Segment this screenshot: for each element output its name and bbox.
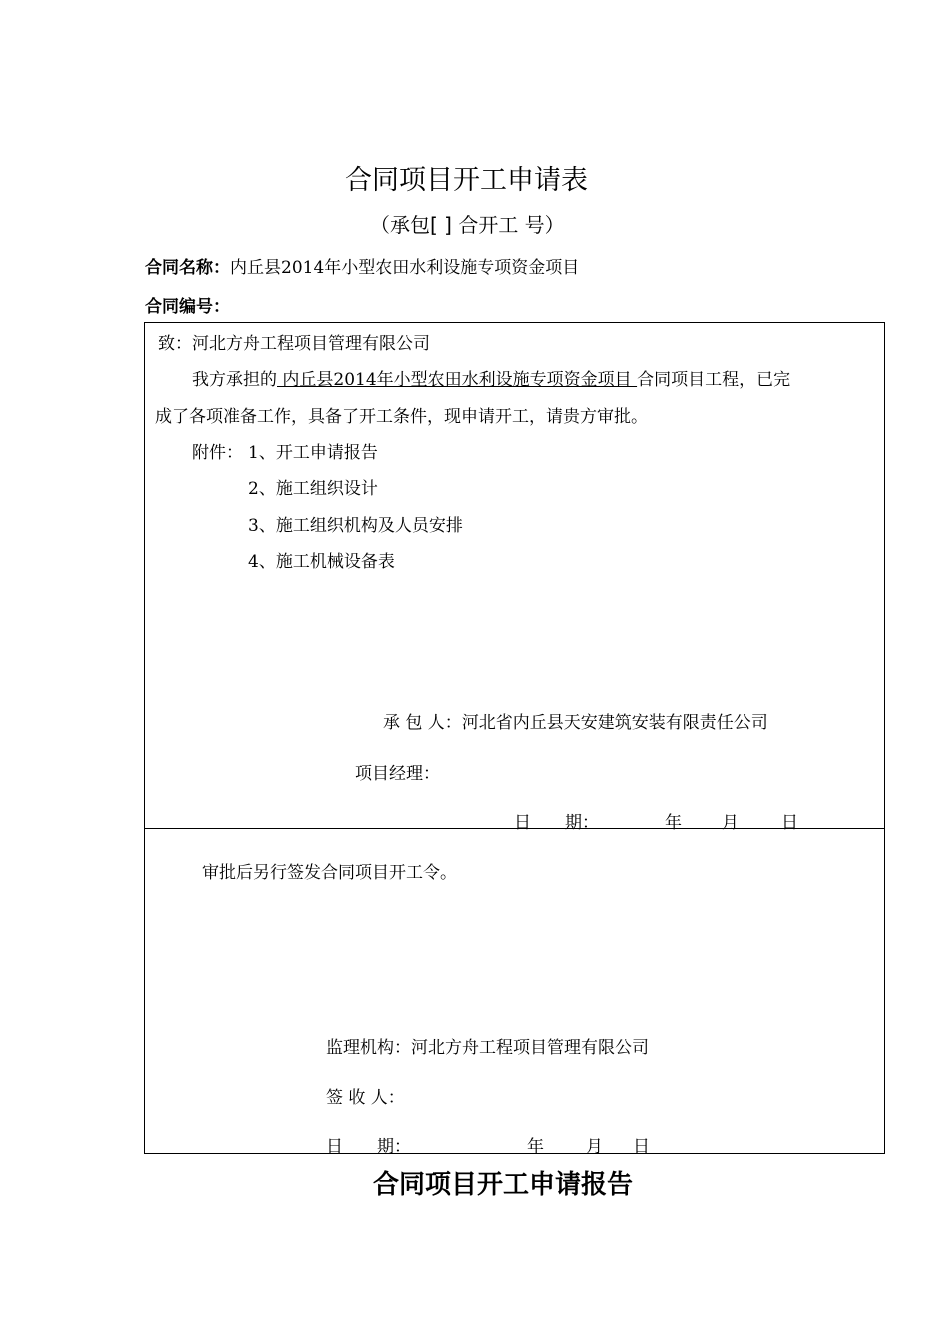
attachment-item: 1、开工申请报告 [248, 443, 378, 463]
page-title: 合同项目开工申请表 [345, 165, 588, 196]
supervisor-row [326, 1033, 649, 1058]
supervisor-date-month: 月 [586, 1137, 603, 1157]
attachment-item: 3、施工组织机构及人员安排 [248, 516, 463, 536]
contractor-date-month: 月 [722, 813, 739, 833]
report-title: 合同项目开工申请报告 [373, 1170, 634, 1200]
contractor-date-day: 日 [781, 813, 798, 833]
contractor-value: 河北省内丘县天安建筑安装有限责任公司 [461, 713, 768, 733]
application-paragraph-line1 [192, 365, 790, 390]
paragraph-project-name: 内丘县2014年小型农田水利设施专项资金项目 [277, 370, 638, 390]
attachment-item: 4、施工机械设备表 [248, 552, 395, 572]
project-manager-label: 项目经理： [355, 764, 440, 784]
approval-note: 审批后另行签发合同项目开工令。 [202, 863, 457, 883]
contractor-date-year: 年 [665, 813, 682, 833]
contract-number-label: 合同编号： [145, 297, 230, 317]
contract-name-value: 内丘县2014年小型农田水利设施专项资金项目 [230, 258, 580, 278]
attachments-label: 附件： [192, 443, 243, 463]
addressee-line: 致：河北方舟工程项目管理有限公司 [158, 334, 430, 354]
contract-name-row [145, 253, 579, 278]
paragraph-suffix: 合同项目工程，已完 [637, 370, 791, 390]
attachment-item: 2、施工组织设计 [248, 479, 378, 499]
supervisor-value: 河北方舟工程项目管理有限公司 [411, 1038, 649, 1058]
page-subtitle: （承包[ ] 合开工 号） [370, 213, 565, 237]
contract-name-label: 合同名称： [145, 258, 230, 278]
supervisor-date-year: 年 [527, 1137, 544, 1157]
supervisor-date-label: 日 期： [326, 1137, 411, 1157]
application-paragraph-line2: 成了各项准备工作，具备了开工条件，现申请开工，请贵方审批。 [155, 407, 648, 427]
supervisor-date-day: 日 [633, 1137, 650, 1157]
paragraph-prefix: 我方承担的 [192, 370, 277, 390]
contractor-date-label: 日 期： [514, 813, 599, 833]
contractor-label: 承 包 人： [383, 713, 462, 733]
receiver-label: 签 收 人： [326, 1088, 405, 1108]
contractor-row [383, 708, 768, 733]
supervisor-label: 监理机构： [326, 1038, 411, 1058]
